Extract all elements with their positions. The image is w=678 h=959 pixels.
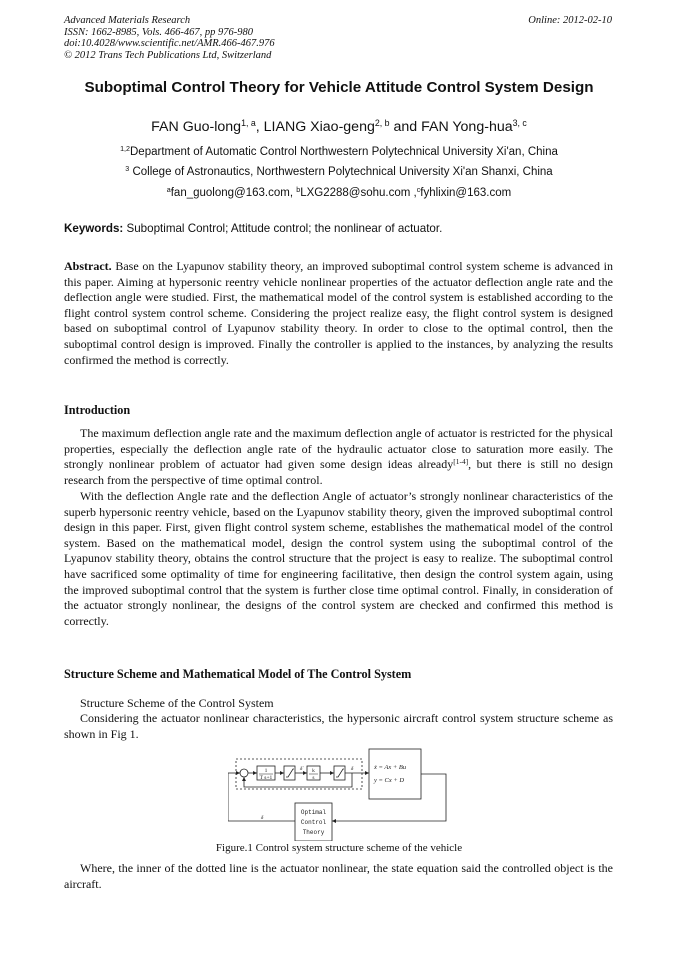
figure-caption: Figure.1 Control system structure scheme of the vehicle — [215, 842, 463, 854]
lag-block-denominator: T s+1 — [259, 775, 273, 781]
angle-saturation-block — [334, 766, 345, 780]
rate-saturation-block — [284, 766, 295, 780]
abstract-label: Abstract. — [64, 259, 112, 273]
affiliation-1 — [0, 146, 678, 158]
doi[interactable]: doi:10.4028/www.scientific.net/AMR.466-467.976 — [64, 38, 275, 49]
email-b[interactable]: LXG2288@sohu.com , — [300, 187, 417, 199]
section-paragraph-1: Considering the actuator nonlinear characteristics, the hypersonic aircraft control system structure scheme as shown in Fig 1. — [64, 711, 613, 741]
email-a-sup: a — [166, 186, 171, 195]
issn: ISSN: 1662-8985, Vols. 466-467, pp 976-980 — [64, 26, 253, 38]
author-2-sup: 2, b — [374, 118, 390, 129]
delta-command-label: δ — [260, 815, 264, 821]
affiliation-1-text: Department of Automatic Control Northwestern Polytechnical University Xi'an, China — [130, 146, 558, 158]
section-heading: Structure Scheme and Mathematical Model of The Control System — [64, 667, 412, 681]
keywords-label: Keywords: — [64, 222, 124, 235]
author-2: LIANG Xiao-geng — [263, 119, 375, 135]
author-list — [0, 119, 678, 135]
summing-junction — [240, 769, 248, 777]
journal-name: Advanced Materials Research — [64, 15, 191, 26]
intro-p1-text-a: The maximum deflection angle rate and the maximum deflection angle of actuator is restricted for the physical properties, especially the deflection angle rate of the hydraulic actuator close to saturation more easily. The strongly nonlinear problem of actuator had given some design ideas already — [64, 426, 613, 472]
abstract-text: Base on the Lyapunov stability theory, an improved suboptimal control system scheme is advanced in this paper. Aiming at hypersonic reentry vehicle nonlinear properties of the actuator deflection angle rate and the deflection angle were studied. First, the mathematical model of the control system is established according to the flight control system control scheme. Considering the project realize easy, the flight control system is designed based on suboptimal control of Lyapunov stability theory. In order to close to the optimal control, then the suboptimal control design is improved. Finally the controller is applied to the instances, by analyzing the results confirmed the method is correctly. — [64, 259, 613, 367]
email-a[interactable]: fan_guolong@163.com, — [170, 187, 297, 199]
introduction-heading: Introduction — [64, 403, 131, 417]
author-1: FAN Guo-long — [151, 119, 242, 135]
intro-paragraph-2: With the deflection Angle rate and the deflection Angle of actuator’s strongly nonlinear characteristics of the superb hypersonic reentry vehicle, based on the Lyapunov stability theory, given the improved suboptimal control design in this paper. First, given flight control system scheme, establishes the mathematical model of the control system. Based on the mathematical model, design the control system using the suboptimal control of the Lyapunov stability theory, obtains the control structure that the project is easy to realize. The suboptimal control have sacrificed some optimality of time for engineering facilitative, then design the control system again, using the improved suboptimal control that the system is further close time optimal control. Finally, in consideration of the actuator strongly nonlinear, the designs of the control system are checked and confirmed this method is correctly. — [64, 489, 613, 628]
affiliation-1-sup: 1,2 — [120, 145, 130, 154]
online-date: Online: 2012-02-10 — [528, 15, 612, 26]
author-1-sup: 1, a — [241, 118, 256, 129]
integrator-denominator: s — [312, 775, 315, 781]
keywords-text: Suboptimal Control; Attitude control; the nonlinear of actuator. — [123, 222, 443, 235]
copyright: © 2012 Trans Tech Publications Ltd, Switzerland — [64, 49, 272, 61]
author-sep: , — [255, 119, 264, 135]
optimal-label-1: Optimal — [300, 809, 327, 816]
affiliation-2-sup: 3 — [125, 165, 130, 174]
subsection-heading: Structure Scheme of the Control System — [80, 696, 274, 710]
section-paragraph-2: Where, the inner of the dotted line is the actuator nonlinear, the state equation said the controlled object is the aircraft. — [64, 861, 613, 891]
author-3-sup: 3, c — [512, 118, 527, 129]
abstract — [64, 259, 613, 368]
author-3: FAN Yong-hua — [421, 119, 513, 135]
plant-state-equation-block — [369, 749, 421, 799]
optimal-label-3: Theory — [302, 829, 325, 836]
optimal-label-2: Control — [300, 819, 327, 826]
intro-p1-text-b: , but there is still no design research from the perspective of time optimal control. — [64, 457, 614, 487]
email-c[interactable]: fyhlixin@163.com — [420, 187, 512, 199]
integrator-numerator: k — [312, 768, 315, 774]
intro-paragraph-1 — [64, 426, 613, 488]
state-equation-1: ẋ = Ax + Bu — [374, 764, 407, 771]
citation-ref[interactable]: [1-4] — [453, 457, 469, 467]
state-equation-2: y = Cx + D — [374, 777, 405, 784]
affiliation-2-text: College of Astronautics, Northwestern Polytechnical University Xi'an Shanxi, China — [129, 166, 553, 178]
email-b-sup: b — [296, 186, 301, 195]
journal-header — [64, 15, 275, 61]
lag-block-numerator: 1 — [264, 768, 268, 774]
delta-dot-label: δ̇ — [299, 766, 303, 772]
keywords — [64, 222, 442, 235]
delta-label: δ — [350, 766, 354, 772]
control-system-diagram — [228, 747, 450, 841]
author-sep: and — [389, 119, 422, 135]
email-line — [0, 187, 678, 199]
affiliation-2 — [0, 166, 678, 178]
paper-title: Suboptimal Control Theory for Vehicle Attitude Control System Design — [84, 79, 594, 96]
email-c-sup: c — [416, 186, 421, 195]
